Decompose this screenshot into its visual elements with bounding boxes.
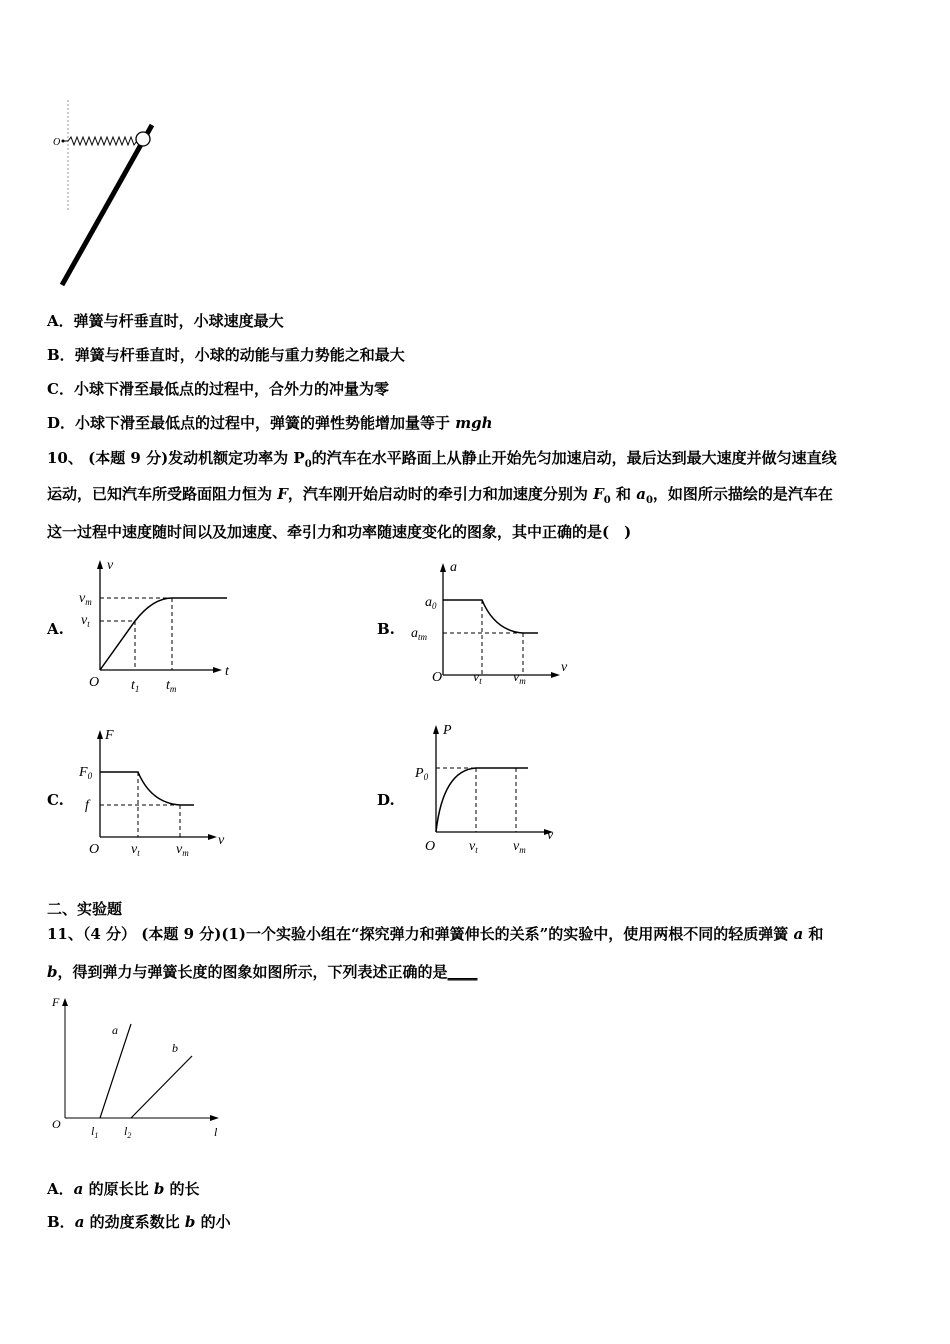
graph-a-v-t	[75, 555, 245, 700]
svg-text:b: b	[172, 1041, 178, 1055]
svg-text:l2: $l_2$	[124, 1124, 132, 1140]
svg-text:O: O	[52, 1117, 61, 1131]
svg-text:O: O	[425, 839, 436, 854]
svg-text:O: O	[432, 670, 443, 685]
spring-rod-figure	[40, 95, 180, 295]
svg-text:O: O	[53, 137, 61, 148]
svg-text:F: F	[52, 995, 60, 1009]
graph-c-f-v	[75, 725, 245, 865]
svg-text:atm: $a_{tm}$	[411, 626, 427, 642]
svg-text:vm: $v_m$	[79, 591, 92, 607]
svg-text:l1: $l_1$	[91, 1124, 99, 1140]
svg-text:a: a	[112, 1023, 118, 1037]
svg-text:vt: $v_t$	[131, 842, 140, 858]
svg-text:a0: $a_0$	[425, 595, 437, 611]
q10-option-d-label: D.	[377, 791, 395, 809]
svg-text:P: P	[443, 723, 452, 738]
q9-option-b: B．弹簧与杆垂直时，小球的动能与重力势能之和最大	[47, 346, 405, 364]
svg-text:t: t	[225, 664, 229, 679]
svg-text:f: f	[85, 798, 89, 813]
section-title: 二、实验题	[47, 900, 123, 918]
q11-stem-line2: b，得到弹力与弹簧长度的图象如图所示，下列表述正确的是____	[47, 963, 478, 981]
svg-text:vm: $v_m$	[513, 670, 526, 686]
q10-option-a-label: A.	[47, 620, 64, 638]
svg-text:O: O	[89, 675, 100, 690]
svg-text:v: v	[547, 828, 554, 843]
graph-q11-f-l	[40, 990, 240, 1145]
svg-text:tm: $t_m$	[166, 678, 177, 694]
svg-text:v: v	[218, 833, 225, 848]
q11-option-a: A．a 的原长比 b 的长	[47, 1180, 200, 1198]
svg-text:vt: $v_t$	[81, 613, 90, 629]
svg-text:a: a	[450, 560, 457, 575]
q10-option-b-label: B.	[377, 620, 395, 638]
svg-text:F: F	[105, 728, 114, 743]
svg-text:vt: $v_t$	[473, 670, 482, 686]
q9-option-d: D．小球下滑至最低点的过程中，弹簧的弹性势能增加量等于 mgh	[47, 414, 493, 432]
q9-option-c: C．小球下滑至最低点的过程中，合外力的冲量为零	[47, 380, 389, 398]
svg-text:O: O	[89, 842, 100, 857]
q10-option-c-label: C.	[47, 791, 64, 809]
svg-text:P0: $P_0$	[415, 766, 429, 782]
svg-text:t1: $t_1$	[131, 678, 140, 694]
svg-text:l: l	[214, 1125, 218, 1139]
q11-option-b: B．a 的劲度系数比 b 的小	[47, 1213, 231, 1231]
svg-text:vm: $v_m$	[176, 842, 189, 858]
q10-stem-line3: 这一过程中速度随时间以及加速度、牵引力和功率随速度变化的图象，其中正确的是( )	[47, 523, 632, 541]
svg-text:vm: $v_m$	[513, 839, 526, 855]
graph-b-a-v	[403, 555, 573, 700]
q10-stem-line2: 运动，已知汽车所受路面阻力恒为 F，汽车刚开始启动时的牵引力和加速度分别为 $F_0$ 和 $a_0$，如图所示描绘的是汽车在	[47, 485, 833, 506]
svg-text:vt: $v_t$	[469, 839, 478, 855]
svg-text:F0: $F_0$	[79, 765, 93, 781]
q11-stem-line1: 11、（4 分） (本题 9 分)(1)一个实验小组在“探究弹力和弹簧伸长的关系”的实验中，使用两根不同的轻质弹簧 a 和	[47, 925, 824, 943]
svg-text:v: v	[107, 558, 114, 573]
svg-text:v: v	[561, 660, 568, 675]
q10-stem-line1: 10、 (本题 9 分)发动机额定功率为 $P_0$的汽车在水平路面上从静止开始先匀加速启动，最后达到最大速度并做匀速直线	[47, 449, 837, 470]
q9-option-a: A．弹簧与杆垂直时，小球速度最大	[47, 312, 284, 330]
graph-d-p-v	[403, 718, 573, 863]
